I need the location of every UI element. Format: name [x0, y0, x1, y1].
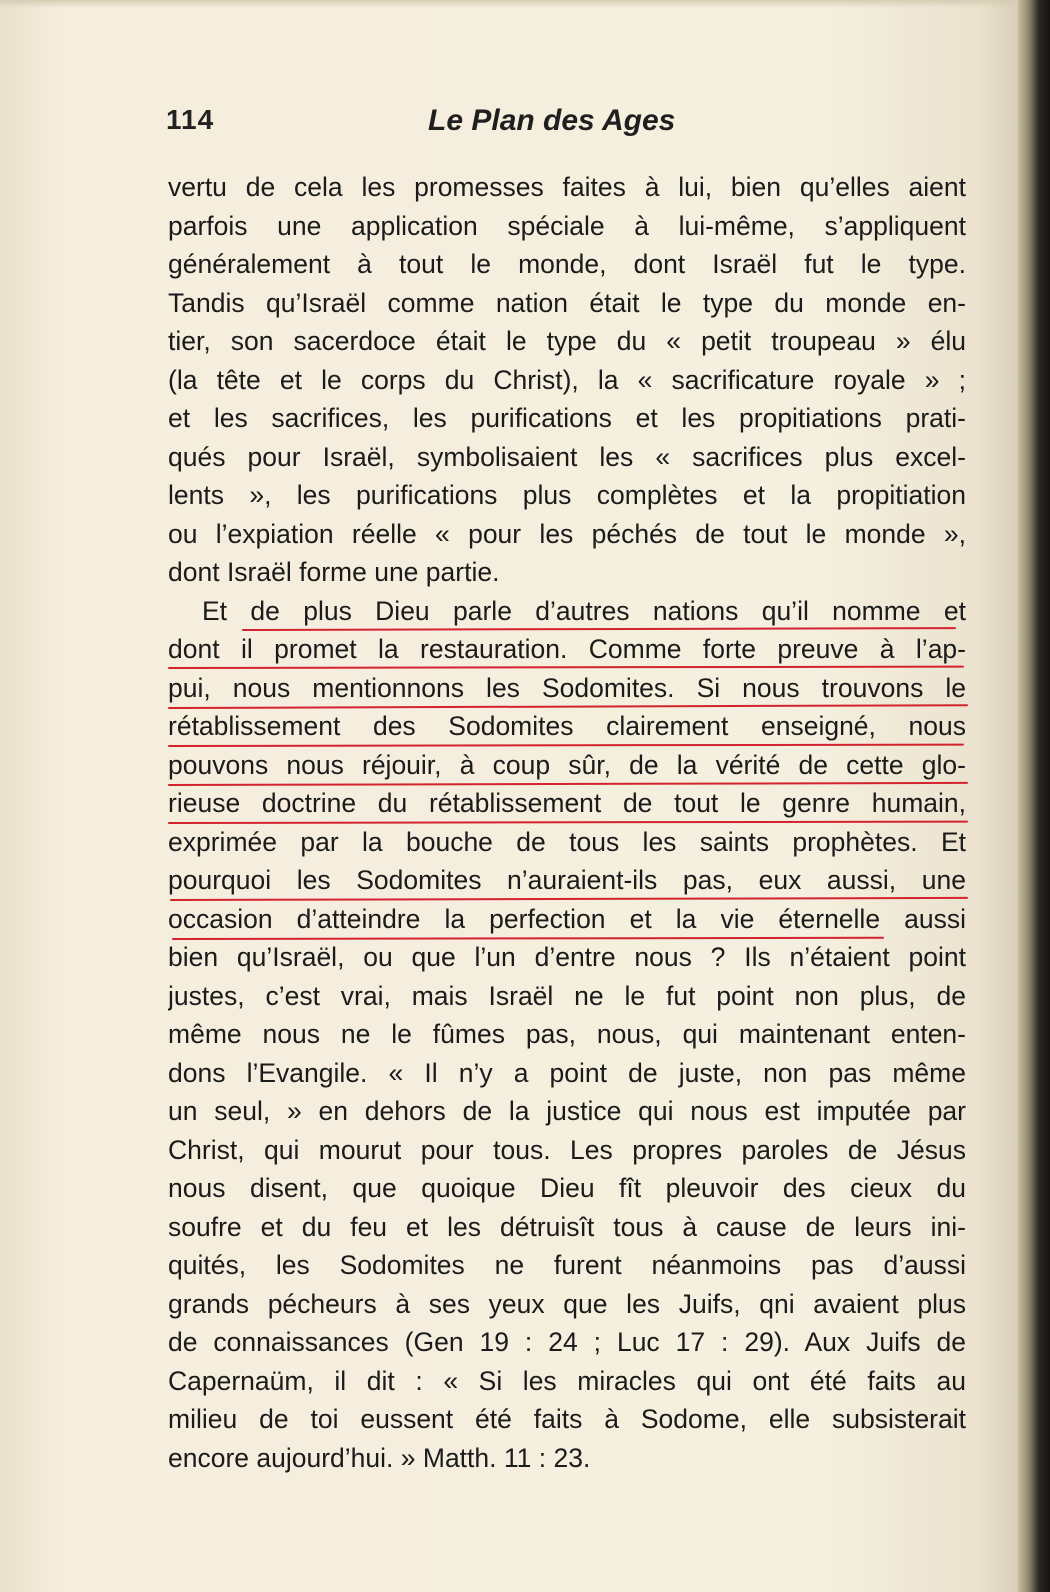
text-line: milieu de toi eussent été faits à Sodome, elle subsisterait: [168, 1404, 966, 1434]
text-line: Christ, qui mourut pour tous. Les propres paroles de Jésus: [168, 1134, 966, 1165]
text-line: rieuse doctrine du rétablissement de tout le genre humain,: [168, 788, 966, 818]
text-line: Tandis qu’Israël comme nation était le type du monde en-: [168, 287, 966, 318]
text-line: dont Israël forme une partie.: [168, 557, 500, 587]
text-line: Capernaüm, il dit : « Si les miracles qui ont été faits au: [168, 1365, 966, 1396]
page-top-edge: [0, 0, 1018, 8]
text-line: (la tête et le corps du Christ), la « sacrificature royale » ;: [168, 364, 966, 395]
text-line: un seul, » en dehors de la justice qui nous est imputée par: [168, 1096, 966, 1126]
text-line: nous disent, que quoique Dieu fît pleuvoir des cieux du: [168, 1173, 966, 1203]
text-line: et les sacrifices, les purifications et les propitiations prati-: [168, 403, 966, 433]
text-line: tier, son sacerdoce était le type du « petit troupeau » élu: [168, 326, 966, 356]
text-line: dont il promet la restauration. Comme forte preuve à l’ap-: [168, 634, 966, 664]
text-line: pui, nous mentionnons les Sodomites. Si nous trouvons le: [168, 672, 966, 703]
text-line: encore aujourd’hui. » Matth. 11 : 23.: [168, 1442, 591, 1473]
book-spine-shadow: [1018, 0, 1050, 1592]
text-line: exprimée par la bouche de tous les saints prophètes. Et: [168, 826, 966, 857]
text-line: occasion d’atteindre la perfection et la vie éternelle aussi: [168, 903, 966, 934]
text-line: pourquoi les Sodomites n’auraient-ils pas, eux aussi, une: [168, 865, 966, 895]
text-line: soufre et du feu et les détruisît tous à cause de leurs ini-: [168, 1211, 966, 1242]
text-line: dons l’Evangile. « Il n’y a point de juste, non pas même: [168, 1057, 966, 1088]
running-title: Le Plan des Ages: [428, 104, 676, 137]
text-line: grands pécheurs à ses yeux que les Juifs, qni avaient plus: [168, 1288, 966, 1319]
text-line: même nous ne le fûmes pas, nous, qui maintenant enten-: [168, 1019, 966, 1049]
text-line: quités, les Sodomites ne furent néanmoins pas d’aussi: [168, 1250, 966, 1280]
text-line: généralement à tout le monde, dont Israël fut le type.: [168, 249, 966, 279]
text-line: pouvons nous réjouir, à coup sûr, de la vérité de cette glo-: [168, 749, 966, 780]
text-line: rétablissement des Sodomites clairement enseigné, nous: [168, 711, 966, 741]
text-line: Et de plus Dieu parle d’autres nations qu’il nomme et: [202, 595, 966, 626]
text-line: vertu de cela les promesses faites à lui, bien qu’elles aient: [168, 172, 966, 202]
text-line: ou l’expiation réelle « pour les péchés de tout le monde »,: [168, 518, 966, 549]
text-line: justes, c’est vrai, mais Israël ne le fut point non plus, de: [168, 980, 966, 1011]
page-header: [166, 104, 966, 148]
text-line: qués pour Israël, symbolisaient les « sacrifices plus excel-: [168, 441, 966, 472]
text-line: lents », les purifications plus complètes et la propitiation: [168, 480, 966, 510]
text-line: de connaissances (Gen 19 : 24 ; Luc 17 : 29). Aux Juifs de: [168, 1327, 966, 1357]
page-number: 114: [166, 104, 215, 135]
text-line: bien qu’Israël, ou que l’un d’entre nous ? Ils n’étaient point: [168, 942, 966, 972]
text-line: parfois une application spéciale à lui-même, s’appliquent: [168, 210, 966, 241]
